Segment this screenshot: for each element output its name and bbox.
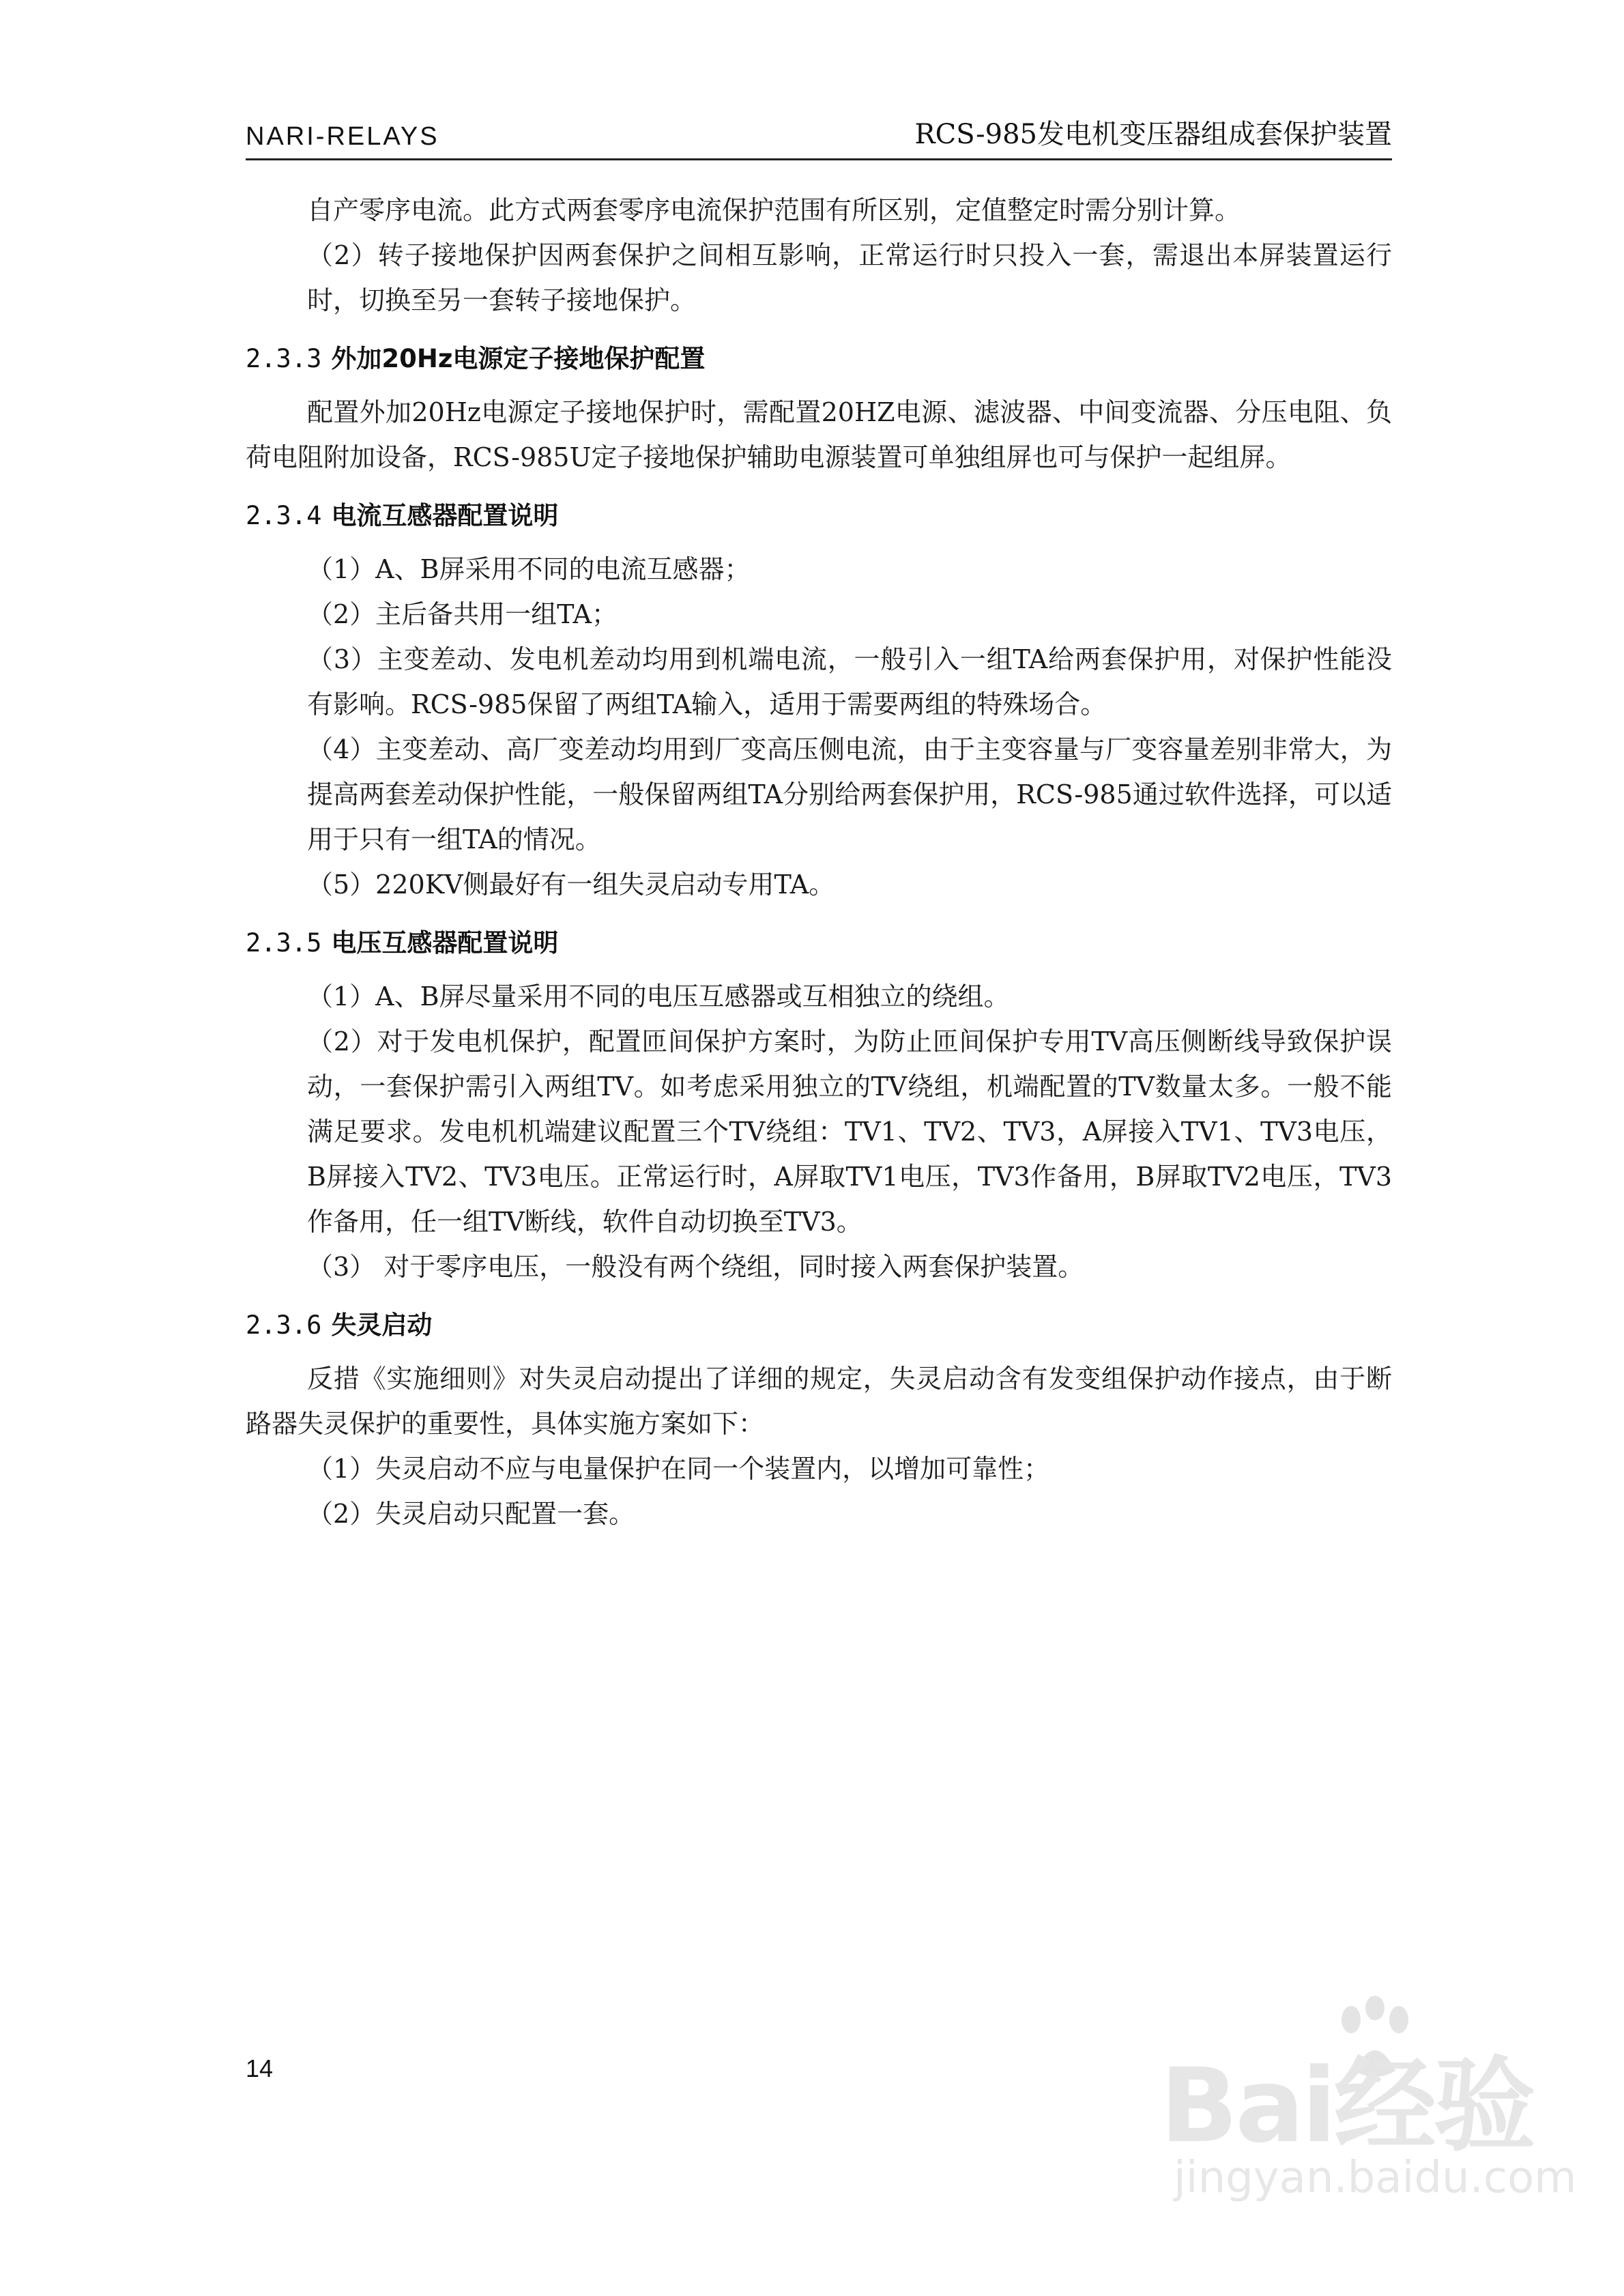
section-title: 电流互感器配置说明 <box>331 501 559 530</box>
header-doc-title: RCS-985发电机变压器组成套保护装置 <box>914 119 1392 150</box>
header-company: NARI-RELAYS <box>246 122 439 151</box>
watermark-logo-text: Bai经验 <box>1160 2047 1533 2166</box>
list-item: （1）A、B屏采用不同的电流互感器； <box>307 554 751 584</box>
page-body <box>246 188 1392 1536</box>
page-header <box>246 115 1392 160</box>
baidu-jingyan-watermark <box>1160 1996 1577 2221</box>
list-item: （1）失灵启动不应与电量保护在同一个装置内，以增加可靠性； <box>307 1454 1050 1484</box>
page-number: 14 <box>246 2054 274 2082</box>
section-number: 2.3.4 <box>246 501 322 530</box>
list-item: （3）主变差动、发电机差动均用到机端电流，一般引入一组TA给两套保护用，对保护性能没有影响。RCS-985保留了两组TA输入，适用于需要两组的特殊场合。 <box>307 644 1392 719</box>
list-item: （2）对于发电机保护，配置匝间保护方案时，为防止匝间保护专用TV高压侧断线导致保护误动，一套保护需引入两组TV。如考虑采用独立的TV绕组，机端配置的TV数量太多。一般不能满足要求。发电机机端建议配置三个TV绕组：TV1、TV2、TV3，A屏接入TV1、TV3电压，B屏接入TV2、TV3电压。正常运行时，A屏取TV1电压，TV3作备用，B屏取TV2电压，TV3作备用，任一组TV断线，软件自动切换至TV3。 <box>307 1027 1392 1237</box>
section-number: 2.3.6 <box>246 1310 322 1340</box>
body-paragraph: 反措《实施细则》对失灵启动提出了详细的规定，失灵启动含有发变组保护动作接点，由于断路器失灵保护的重要性，具体实施方案如下： <box>246 1364 1392 1439</box>
body-paragraph: （2）转子接地保护因两套保护之间相互影响，正常运行时只投入一套，需退出本屏装置运行时，切换至另一套转子接地保护。 <box>307 240 1392 315</box>
list-item: （5）220KV侧最好有一组失灵启动专用TA。 <box>307 870 835 900</box>
section-title: 外加20Hz电源定子接地保护配置 <box>331 344 706 373</box>
section-heading-2-3-6 <box>246 1303 1392 1348</box>
section-number: 2.3.5 <box>246 928 322 958</box>
watermark-url: jingyan.baidu.com <box>1174 2153 1577 2203</box>
list-item: （2）失灵启动只配置一套。 <box>307 1499 635 1529</box>
section-title: 电压互感器配置说明 <box>331 928 559 958</box>
section-heading-2-3-4 <box>246 493 1392 539</box>
section-number: 2.3.3 <box>246 344 322 373</box>
body-paragraph: 自产零序电流。此方式两套零序电流保护范围有所区别，定值整定时需分别计算。 <box>307 195 1241 225</box>
list-item: （1）A、B屏尽量采用不同的电压互感器或互相独立的绕组。 <box>307 981 1010 1011</box>
section-title: 失灵启动 <box>331 1310 433 1340</box>
list-item: （3） 对于零序电压，一般没有两个绕组，同时接入两套保护装置。 <box>307 1252 1084 1282</box>
list-item: （4）主变差动、高厂变差动均用到厂变高压侧电流，由于主变容量与厂变容量差别非常大，为提高两套差动保护性能，一般保留两组TA分别给两套保护用，RCS-985通过软件选择，可以适用于只有一组TA的情况。 <box>307 734 1392 855</box>
section-heading-2-3-3 <box>246 336 1392 382</box>
body-paragraph: 配置外加20Hz电源定子接地保护时，需配置20HZ电源、滤波器、中间变流器、分压电阻、负荷电阻附加设备，RCS-985U定子接地保护辅助电源装置可单独组屏也可与保护一起组屏。 <box>246 397 1392 472</box>
section-heading-2-3-5 <box>246 921 1392 966</box>
list-item: （2）主后备共用一组TA； <box>307 599 618 629</box>
